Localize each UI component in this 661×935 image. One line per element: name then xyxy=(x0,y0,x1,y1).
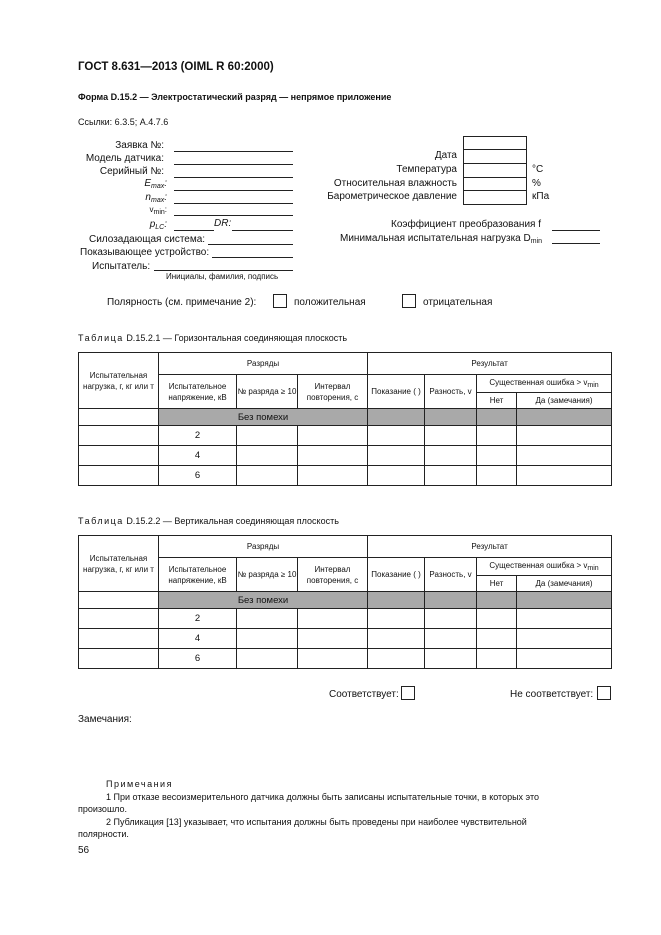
note-2-line-2: полярности. xyxy=(78,829,129,839)
header-yes: Да (замечания) xyxy=(517,576,612,592)
cell xyxy=(425,592,477,609)
no-interference-row: Без помехи xyxy=(159,592,368,609)
form-title: Форма D.15.2 — Электростатический разряд — непрямое приложение xyxy=(78,92,392,102)
conversion-coef-label: Коэффициент преобразования f xyxy=(391,219,541,230)
voltage-value: 6 xyxy=(159,466,237,486)
voltage-value: 6 xyxy=(159,649,237,669)
nmax-input[interactable] xyxy=(174,203,293,204)
document-title: ГОСТ 8.631—2013 (OIML R 60:2000) xyxy=(78,61,274,73)
header-significant-error: Существенная ошибка > vmin xyxy=(477,375,612,393)
cell[interactable] xyxy=(79,592,159,609)
vmin-input[interactable] xyxy=(174,215,293,216)
cell xyxy=(368,409,425,426)
plc-input[interactable] xyxy=(174,230,214,231)
table-row xyxy=(79,446,612,466)
plc-label: $p_{LC}$: xyxy=(149,219,167,231)
serial-label: Серийный №: xyxy=(99,166,164,177)
table-vertical-plane xyxy=(78,535,612,669)
indicator-input[interactable] xyxy=(212,257,293,258)
header-no: Нет xyxy=(477,393,517,409)
header-voltage: Испытательное напряжение, кВ xyxy=(159,375,237,409)
pressure-unit: кПа xyxy=(532,191,550,202)
no-interference-row: Без помехи xyxy=(159,409,368,426)
cell xyxy=(517,592,612,609)
header-discharge-no: № разряда ≥ 10 xyxy=(237,558,298,592)
header-result: Результат xyxy=(368,353,612,375)
table-row xyxy=(79,649,612,669)
header-difference: Разность, v xyxy=(425,558,477,592)
references: Ссылки: 6.3.5; А.4.7.6 xyxy=(78,117,169,127)
date-label: Дата xyxy=(434,150,457,161)
header-difference: Разность, v xyxy=(425,375,477,409)
sensor-model-input[interactable] xyxy=(174,164,293,165)
header-reading: Показание ( ) xyxy=(368,375,425,409)
application-label: Заявка №: xyxy=(115,140,164,151)
serial-input[interactable] xyxy=(174,177,293,178)
header-result: Результат xyxy=(368,536,612,558)
notes-title: Примечания xyxy=(106,779,173,789)
humidity-label: Относительная влажность xyxy=(333,178,457,189)
header-reading: Показание ( ) xyxy=(368,558,425,592)
dr-label: DR: xyxy=(214,218,232,229)
temperature-unit: °C xyxy=(532,164,544,175)
not-complies-checkbox[interactable] xyxy=(597,686,611,700)
table-row xyxy=(79,466,612,486)
not-complies-label: Не соответствует: xyxy=(510,689,594,700)
header-load: Испытательная нагрузка, г, кг или т xyxy=(79,353,159,409)
load-system-label: Силозадающая система: xyxy=(89,234,206,245)
header-yes: Да (замечания) xyxy=(517,393,612,409)
pressure-label: Барометрическое давление xyxy=(327,191,457,202)
complies-checkbox[interactable] xyxy=(401,686,415,700)
cell[interactable] xyxy=(79,409,159,426)
polarity-label: Полярность (см. примечание 2): xyxy=(107,297,257,308)
header-interval: Интервал повторения, с xyxy=(298,558,368,592)
dr-input[interactable] xyxy=(232,230,293,231)
voltage-value: 4 xyxy=(159,446,237,466)
temperature-label: Температура xyxy=(396,164,457,175)
tester-label: Испытатель: xyxy=(92,261,151,272)
table1-caption: Таблица D.15.2.1 — Горизонтальная соединяющая плоскость xyxy=(78,333,348,343)
cell xyxy=(517,409,612,426)
voltage-value: 4 xyxy=(159,629,237,649)
voltage-value: 2 xyxy=(159,609,237,629)
header-interval: Интервал повторения, с xyxy=(298,375,368,409)
note-1-line-2: произошло. xyxy=(78,804,128,814)
table-row xyxy=(79,609,612,629)
table-horizontal-plane xyxy=(78,352,612,486)
header-discharges: Разряды xyxy=(159,536,368,558)
polarity-positive-label: положительная xyxy=(294,297,366,308)
header-load: Испытательная нагрузка, г, кг или т xyxy=(79,536,159,592)
header-no: Нет xyxy=(477,576,517,592)
complies-label: Соответствует: xyxy=(329,689,399,700)
header-significant-error: Существенная ошибка > vmin xyxy=(477,558,612,576)
load-system-input[interactable] xyxy=(208,244,293,245)
humidity-unit: % xyxy=(532,178,541,189)
emax-label: $E_{max}$: xyxy=(144,178,167,190)
tester-hint: Инициалы, фамилия, подпись xyxy=(166,272,279,281)
conversion-coef-input[interactable] xyxy=(552,230,600,231)
header-discharges: Разряды xyxy=(159,353,368,375)
application-input[interactable] xyxy=(174,151,293,152)
table2-caption: Таблица D.15.2.2 — Вертикальная соединяющая плоскость xyxy=(78,516,339,526)
cell xyxy=(477,592,517,609)
page-number: 56 xyxy=(78,845,90,856)
sensor-model-label: Модель датчика: xyxy=(85,153,164,164)
note-2-line-1: 2 Публикация [13] указывает, что испытания должны быть проведены при наиболее чувствительной xyxy=(106,817,527,827)
date-input[interactable] xyxy=(463,149,527,164)
tester-input[interactable] xyxy=(154,270,293,271)
cell xyxy=(477,409,517,426)
pressure-input[interactable] xyxy=(463,190,527,205)
vmin-label: vmin: xyxy=(149,205,167,216)
polarity-negative-checkbox[interactable] xyxy=(402,294,416,308)
note-1-line-1: 1 При отказе весоизмерительного датчика должны быть записаны испытательные точки, в которых это xyxy=(106,792,539,802)
header-discharge-no: № разряда ≥ 10 xyxy=(237,375,298,409)
min-load-label: Минимальная испытательная нагрузка $D_{min}$ xyxy=(340,233,543,245)
emax-input[interactable] xyxy=(174,190,293,191)
remarks-label: Замечания: xyxy=(78,714,132,725)
indicator-label: Показывающее устройство: xyxy=(80,247,210,258)
cell xyxy=(425,409,477,426)
polarity-positive-checkbox[interactable] xyxy=(273,294,287,308)
header-voltage: Испытательное напряжение, кВ xyxy=(159,558,237,592)
temperature-input[interactable] xyxy=(463,163,527,178)
table-row xyxy=(79,426,612,446)
cell xyxy=(368,592,425,609)
min-load-input[interactable] xyxy=(552,243,600,244)
voltage-value: 2 xyxy=(159,426,237,446)
table-row xyxy=(79,629,612,649)
nmax-label: $n_{max}$: xyxy=(145,192,167,204)
polarity-negative-label: отрицательная xyxy=(423,297,493,308)
